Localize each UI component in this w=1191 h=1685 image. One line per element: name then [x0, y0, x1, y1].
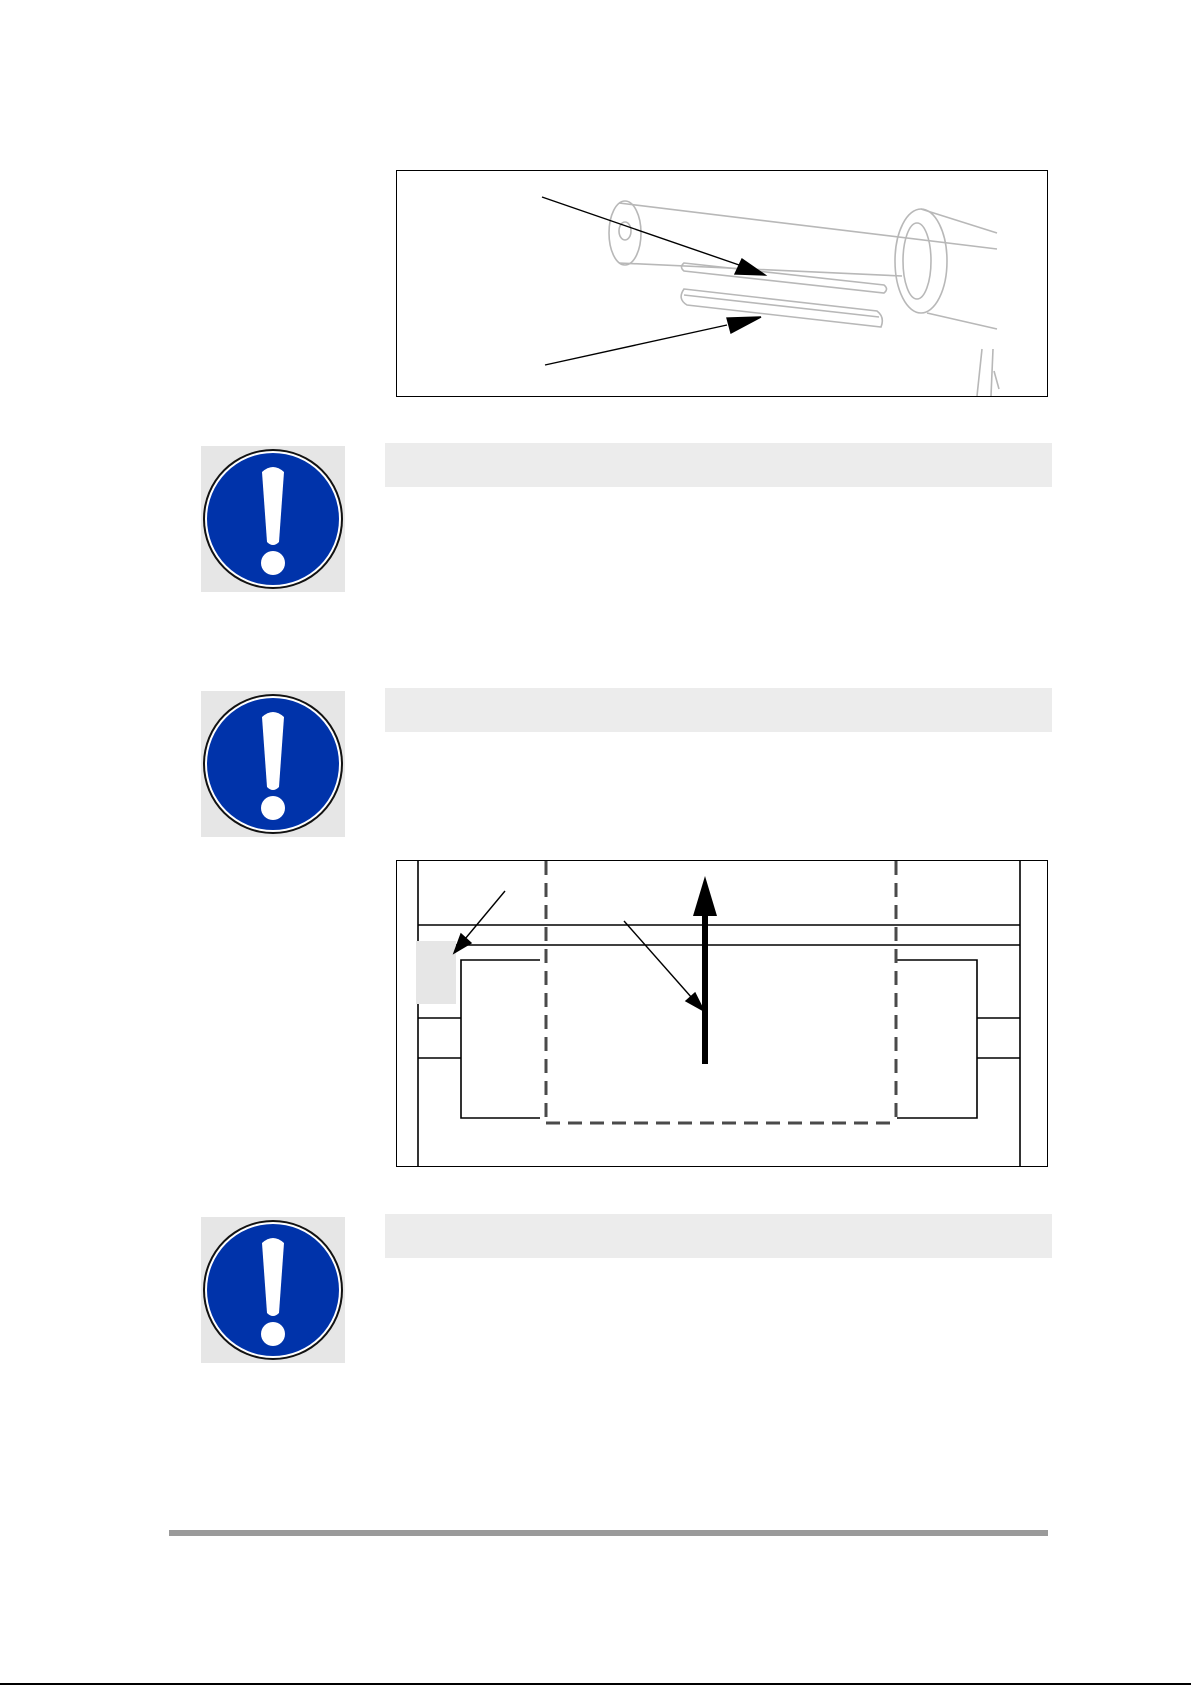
alignment-figure [396, 860, 1048, 1167]
footer-divider [169, 1530, 1048, 1536]
notice-banner-3 [385, 1214, 1052, 1258]
warning-icon-box-3 [201, 1217, 345, 1363]
warning-icon-box-1 [201, 446, 345, 592]
warning-icon-box-2 [201, 691, 345, 837]
notice-banner-1 [385, 443, 1052, 487]
alignment-diagram-drawing [397, 861, 1047, 1166]
exclamation-warning-icon [201, 446, 345, 592]
exclamation-warning-icon [201, 1217, 345, 1363]
notice-banner-2 [385, 688, 1052, 732]
shaft-with-keyway-drawing [397, 171, 1047, 396]
shaft-key-figure [396, 170, 1048, 397]
exclamation-warning-icon [201, 691, 345, 837]
